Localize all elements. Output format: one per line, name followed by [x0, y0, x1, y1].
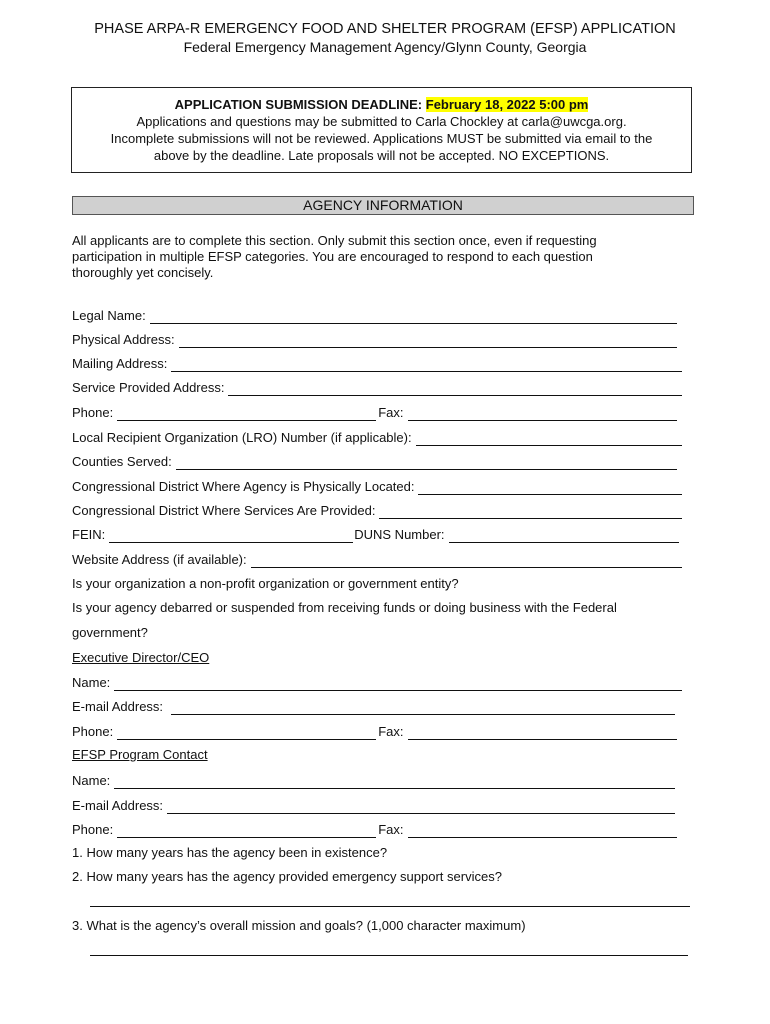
- website-input[interactable]: [251, 553, 682, 568]
- contact-name-label: Name:: [72, 773, 111, 788]
- question-2-answer-line[interactable]: [90, 906, 690, 907]
- legal-name-row: [72, 306, 677, 324]
- mailing-address-row: [72, 354, 682, 372]
- district-services-input[interactable]: [379, 504, 682, 519]
- service-address-row: [72, 378, 682, 396]
- question-years-emergency-support: 2. How many years has the agency provided emergency support services?: [72, 869, 502, 884]
- physical-address-input[interactable]: [179, 333, 677, 348]
- document-title: PHASE ARPA-R EMERGENCY FOOD AND SHELTER PROGRAM (EFSP) APPLICATION: [94, 21, 676, 37]
- executive-phone-input[interactable]: [117, 725, 376, 740]
- service-address-label: Service Provided Address:: [72, 380, 225, 395]
- executive-name-row: [72, 673, 682, 691]
- physical-address-label: Physical Address:: [72, 332, 175, 347]
- executive-email-label: E-mail Address:: [72, 699, 164, 714]
- physical-address-row: [72, 330, 677, 348]
- nonprofit-question: Is your organization a non-profit organization or government entity?: [72, 576, 459, 591]
- executive-phone-fax-row: [72, 722, 677, 740]
- lro-number-row: [72, 428, 682, 446]
- question-mission-goals: 3. What is the agency’s overall mission and goals? (1,000 character maximum): [72, 918, 526, 933]
- phone-fax-row: [72, 403, 677, 421]
- deadline-heading: [72, 96, 691, 113]
- district-located-row: [72, 477, 682, 495]
- duns-label: DUNS Number:: [354, 527, 445, 542]
- instructions-line-1: All applicants are to complete this section. Only submit this section once, even if requesting: [72, 233, 597, 248]
- contact-fax-label: Fax:: [378, 822, 404, 837]
- counties-served-label: Counties Served:: [72, 454, 172, 469]
- district-services-row: [72, 501, 682, 519]
- debarred-question-line-1: Is your agency debarred or suspended from receiving funds or doing business with the Federal: [72, 600, 617, 615]
- phone-label: Phone:: [72, 405, 114, 420]
- executive-email-input[interactable]: [171, 700, 675, 715]
- agency-information-header: AGENCY INFORMATION: [72, 196, 694, 215]
- contact-email-row: [72, 796, 675, 814]
- phone-input[interactable]: [117, 406, 376, 421]
- deadline-no-exceptions: above by the deadline. Late proposals will not be accepted. NO EXCEPTIONS.: [153, 148, 610, 163]
- district-located-label: Congressional District Where Agency is Physically Located:: [72, 479, 415, 494]
- executive-email-row: [72, 697, 675, 715]
- instructions-line-2: participation in multiple EFSP categories. You are encouraged to respond to each question: [72, 249, 593, 264]
- executive-phone-label: Phone:: [72, 724, 114, 739]
- district-services-label: Congressional District Where Services Are Provided:: [72, 503, 376, 518]
- program-contact-heading: EFSP Program Contact: [72, 747, 208, 762]
- deadline-notice-box: [71, 87, 692, 173]
- debarred-question-line-2: government?: [72, 625, 148, 640]
- deadline-label: APPLICATION SUBMISSION DEADLINE:: [174, 97, 426, 112]
- mailing-address-input[interactable]: [171, 357, 682, 372]
- counties-served-row: [72, 452, 677, 470]
- counties-served-input[interactable]: [176, 455, 677, 470]
- lro-number-input[interactable]: [416, 431, 682, 446]
- website-label: Website Address (if available):: [72, 552, 247, 567]
- executive-name-label: Name:: [72, 675, 111, 690]
- contact-phone-label: Phone:: [72, 822, 114, 837]
- executive-name-input[interactable]: [114, 676, 682, 691]
- legal-name-label: Legal Name:: [72, 308, 146, 323]
- fax-input[interactable]: [408, 406, 678, 421]
- deadline-incomplete-warning: Incomplete submissions will not be reviewed. Applications MUST be submitted via email to the: [110, 131, 653, 146]
- service-address-input[interactable]: [228, 381, 682, 396]
- executive-fax-input[interactable]: [408, 725, 678, 740]
- duns-input[interactable]: [449, 528, 679, 543]
- website-row: [72, 550, 682, 568]
- instructions-line-3: thoroughly yet concisely.: [72, 265, 214, 280]
- fein-duns-row: [72, 525, 679, 543]
- question-years-existence: 1. How many years has the agency been in existence?: [72, 845, 388, 860]
- district-located-input[interactable]: [418, 480, 682, 495]
- fein-label: FEIN:: [72, 527, 106, 542]
- contact-email-input[interactable]: [167, 799, 675, 814]
- question-3-answer-line[interactable]: [90, 955, 688, 956]
- section-instructions: [72, 233, 672, 281]
- contact-email-label: E-mail Address:: [72, 798, 164, 813]
- contact-fax-input[interactable]: [408, 823, 678, 838]
- executive-director-heading: Executive Director/CEO: [72, 650, 210, 665]
- contact-phone-input[interactable]: [117, 823, 376, 838]
- contact-name-row: [72, 771, 675, 789]
- fax-label: Fax:: [378, 405, 404, 420]
- contact-phone-fax-row: [72, 820, 677, 838]
- executive-fax-label: Fax:: [378, 724, 404, 739]
- contact-name-input[interactable]: [114, 774, 675, 789]
- deadline-submission-info: Applications and questions may be submitted to Carla Chockley at carla@uwcga.org.: [136, 114, 627, 129]
- mailing-address-label: Mailing Address:: [72, 356, 168, 371]
- fein-input[interactable]: [109, 528, 353, 543]
- document-subtitle: Federal Emergency Management Agency/Glynn County, Georgia: [183, 39, 587, 55]
- legal-name-input[interactable]: [150, 309, 677, 324]
- lro-number-label: Local Recipient Organization (LRO) Number (if applicable):: [72, 430, 412, 445]
- deadline-date: February 18, 2022 5:00 pm: [425, 97, 589, 112]
